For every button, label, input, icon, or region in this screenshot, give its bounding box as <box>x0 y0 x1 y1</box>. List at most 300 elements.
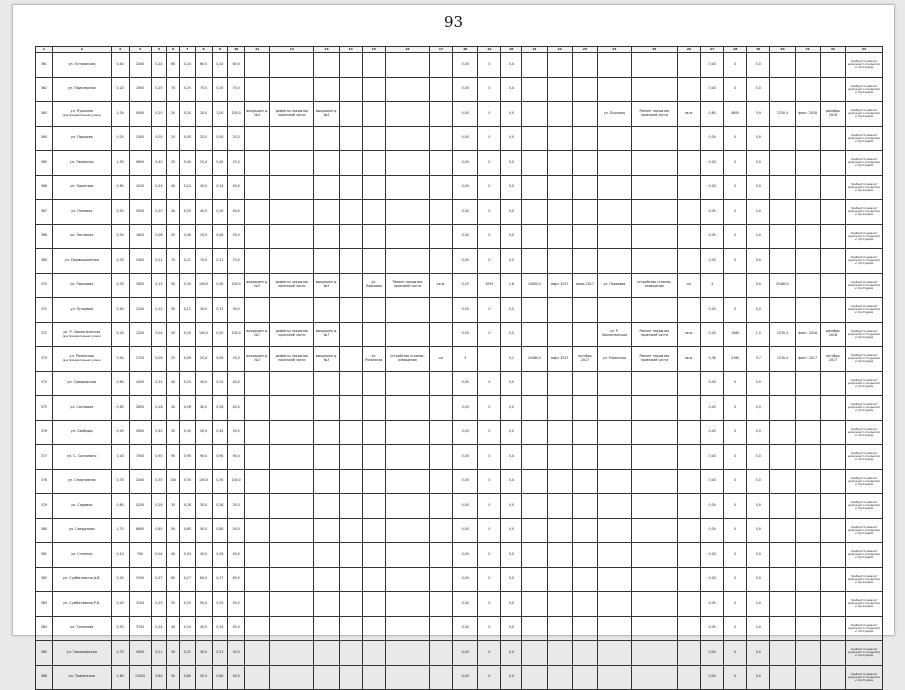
table-cell: 0,25 <box>179 592 195 617</box>
table-cell: 0,0 <box>747 567 770 592</box>
row-number-cell: 383 <box>36 592 53 617</box>
table-cell <box>820 126 845 151</box>
table-cell: 25,0 <box>195 126 212 151</box>
table-cell <box>795 592 820 617</box>
table-cell <box>547 494 572 519</box>
status-note-cell: требуется ремонт дорожного покрытия и тротуаров <box>846 469 883 494</box>
table-cell <box>429 420 452 445</box>
table-cell: 0,21 <box>179 249 195 274</box>
table-cell <box>598 249 632 274</box>
table-cell: 0,09 <box>212 347 228 372</box>
table-cell: 0,0 <box>501 616 522 641</box>
table-cell <box>522 77 547 102</box>
table-cell <box>795 494 820 519</box>
table-cell: ул. Парковая <box>598 273 632 298</box>
table-cell: 0,12 <box>151 298 167 323</box>
table-cell <box>314 396 339 421</box>
table-cell: выкрашен д.№4 <box>245 102 270 127</box>
table-cell <box>820 53 845 78</box>
street-name: ул. Приозерная <box>67 86 96 91</box>
table-cell: Ремонт покрытия проезжей части <box>631 322 677 347</box>
table-cell <box>572 151 597 176</box>
column-number-cell: 32 <box>820 47 845 53</box>
status-note-cell: требуется ремонт дорожного покрытия и тротуаров <box>846 518 883 543</box>
table-cell: 25 <box>167 347 180 372</box>
street-name: ул. Степная <box>71 551 93 556</box>
table-cell: 7000 <box>129 445 151 470</box>
table-cell: 0,85 <box>212 518 228 543</box>
table-cell: 0,20 <box>212 200 228 225</box>
table-cell: 1,00 <box>212 102 228 127</box>
table-cell <box>631 200 677 225</box>
column-number-cell: 11 <box>245 47 270 53</box>
table-cell: факт. 2017 <box>795 347 820 372</box>
table-cell <box>339 249 362 274</box>
table-cell <box>795 396 820 421</box>
table-cell <box>339 126 362 151</box>
table-cell: 60 <box>167 567 180 592</box>
table-cell <box>522 126 547 151</box>
table-cell: 0 <box>478 77 501 102</box>
table-row <box>36 445 883 470</box>
status-note-cell: требуется ремонт дорожного покрытия и тротуаров <box>846 592 883 617</box>
table-cell <box>820 494 845 519</box>
table-cell <box>385 420 429 445</box>
table-cell: 0,0 <box>501 494 522 519</box>
street-name-cell <box>52 641 111 666</box>
table-cell <box>339 665 362 690</box>
street-name-cell <box>52 469 111 494</box>
table-cell: 50,0 <box>195 518 212 543</box>
table-cell <box>795 77 820 102</box>
table-cell <box>820 151 845 176</box>
table-cell <box>429 175 452 200</box>
table-cell: 0 <box>724 469 747 494</box>
table-cell: 0,21 <box>151 641 167 666</box>
table-cell <box>631 518 677 543</box>
table-cell <box>385 543 429 568</box>
table-cell <box>339 224 362 249</box>
table-cell: 2850 <box>129 273 151 298</box>
table-cell <box>572 249 597 274</box>
table-cell: 0 <box>724 126 747 151</box>
table-cell <box>631 396 677 421</box>
table-cell <box>339 53 362 78</box>
status-note-cell: требуется ремонт дорожного покрытия и тротуаров <box>846 641 883 666</box>
table-cell <box>522 641 547 666</box>
table-cell <box>598 420 632 445</box>
table-cell <box>339 641 362 666</box>
table-cell <box>770 616 795 641</box>
table-cell <box>547 445 572 470</box>
column-number-cell: 5 <box>151 47 167 53</box>
table-cell: дефекты покрытия проезжей части <box>270 273 314 298</box>
table-cell <box>314 371 339 396</box>
table-cell: 0,28 <box>179 494 195 519</box>
street-subtitle: (внутриквартальная улица) <box>62 114 101 118</box>
table-cell: 0,20 <box>212 322 228 347</box>
table-cell: 0,0 <box>747 53 770 78</box>
table-cell <box>677 616 700 641</box>
column-number-cell: 23 <box>572 47 597 53</box>
table-cell <box>820 396 845 421</box>
table-cell: 0 <box>724 616 747 641</box>
table-cell: 0 <box>478 665 501 690</box>
table-cell <box>245 77 270 102</box>
row-number-cell: 372 <box>36 322 53 347</box>
table-cell: 0,00 <box>701 224 724 249</box>
table-cell <box>385 616 429 641</box>
table-cell: 3100 <box>129 592 151 617</box>
table-cell <box>572 126 597 151</box>
table-cell: 0,00 <box>453 102 478 127</box>
table-cell: 0 <box>724 518 747 543</box>
table-cell <box>631 77 677 102</box>
table-cell <box>270 592 314 617</box>
table-row <box>36 126 883 151</box>
table-cell: 0,20 <box>151 200 167 225</box>
table-cell <box>677 469 700 494</box>
table-cell <box>677 77 700 102</box>
table-row <box>36 175 883 200</box>
table-cell <box>522 420 547 445</box>
table-cell: выкрашен д.№4 <box>314 102 339 127</box>
street-name: ул. Пирогова <box>70 184 94 189</box>
table-cell <box>631 616 677 641</box>
table-row <box>36 200 883 225</box>
table-cell: 25 <box>167 126 180 151</box>
column-number-cell: 26 <box>677 47 700 53</box>
table-cell: 0 <box>478 567 501 592</box>
table-cell <box>522 102 547 127</box>
table-cell <box>572 420 597 445</box>
street-name: ул. Свердлова <box>68 527 95 532</box>
table-cell <box>314 126 339 151</box>
table-cell <box>820 592 845 617</box>
table-cell: 0,00 <box>701 641 724 666</box>
table-cell <box>245 126 270 151</box>
table-cell <box>385 518 429 543</box>
table-cell: 45,0 <box>228 616 245 641</box>
table-cell <box>362 518 385 543</box>
table-cell: 0,60 <box>111 371 129 396</box>
table-cell <box>547 53 572 78</box>
table-cell: 0,0 <box>501 420 522 445</box>
table-cell: 0,15 <box>151 273 167 298</box>
table-cell: 1093 <box>478 273 501 298</box>
street-name-cell <box>52 420 111 445</box>
street-name: ул. Томашевская <box>66 649 97 654</box>
table-cell <box>245 641 270 666</box>
table-cell <box>362 126 385 151</box>
table-cell <box>522 567 547 592</box>
table-cell <box>362 665 385 690</box>
table-cell: 0,21 <box>212 641 228 666</box>
table-cell <box>339 102 362 127</box>
table-cell: 0,0 <box>501 641 522 666</box>
table-cell: 25480,0 <box>770 273 795 298</box>
table-cell: 3700 <box>129 616 151 641</box>
table-cell: 20 <box>167 102 180 127</box>
table-row <box>36 641 883 666</box>
status-note-cell: требуется ремонт дорожного покрытия и тротуаров <box>846 665 883 690</box>
table-cell: 0,06 <box>179 224 195 249</box>
table-cell <box>677 494 700 519</box>
column-number-cell: 8 <box>195 47 212 53</box>
table-cell: 0,30 <box>179 273 195 298</box>
table-cell: ул. Р. Зоологическая <box>598 322 632 347</box>
table-cell: 25,0 <box>195 151 212 176</box>
table-cell: 0,00 <box>701 616 724 641</box>
table-cell: 40 <box>167 396 180 421</box>
table-cell <box>547 665 572 690</box>
table-cell: 40 <box>167 371 180 396</box>
table-cell: выкрашен д.№3 <box>314 273 339 298</box>
table-cell <box>245 445 270 470</box>
column-number-cell: 6 <box>167 47 180 53</box>
table-cell: 0,00 <box>453 567 478 592</box>
table-cell <box>770 543 795 568</box>
column-number-cell: 33 <box>846 47 883 53</box>
table-cell <box>631 53 677 78</box>
table-cell: 0,00 <box>453 641 478 666</box>
table-cell: 0,00 <box>701 371 724 396</box>
table-cell <box>820 175 845 200</box>
table-cell: 25,0 <box>228 151 245 176</box>
table-cell: 60 <box>167 53 180 78</box>
table-cell <box>631 151 677 176</box>
table-cell: шт <box>429 347 452 372</box>
table-cell <box>270 494 314 519</box>
table-cell <box>631 592 677 617</box>
table-cell <box>522 616 547 641</box>
table-cell: 0,04 <box>179 543 195 568</box>
street-name-cell <box>52 77 111 102</box>
column-number-cell: 27 <box>701 47 724 53</box>
table-cell <box>770 224 795 249</box>
table-cell: 60,0 <box>228 567 245 592</box>
row-number-cell: 373 <box>36 347 53 372</box>
column-number-cell: 16 <box>385 47 429 53</box>
table-cell <box>314 249 339 274</box>
street-name: ул. Тополева <box>70 625 94 630</box>
table-cell: 0,00 <box>453 200 478 225</box>
table-cell: 0,00 <box>701 494 724 519</box>
table-cell <box>770 200 795 225</box>
table-cell: 50,0 <box>228 420 245 445</box>
table-cell: 0,0 <box>747 200 770 225</box>
table-cell: 0,60 <box>111 175 129 200</box>
table-cell: 0,0 <box>747 616 770 641</box>
table-cell <box>245 371 270 396</box>
table-cell <box>770 567 795 592</box>
table-cell: 100,0 <box>195 469 212 494</box>
table-cell <box>547 469 572 494</box>
table-cell <box>270 151 314 176</box>
table-cell <box>770 494 795 519</box>
table-cell: 55 <box>167 592 180 617</box>
table-cell: 0,00 <box>701 175 724 200</box>
table-cell <box>598 298 632 323</box>
table-cell <box>270 641 314 666</box>
street-name-cell <box>52 665 111 690</box>
table-cell <box>245 420 270 445</box>
column-number-cell: 7 <box>179 47 195 53</box>
table-cell <box>547 175 572 200</box>
table-cell: 55,0 <box>228 592 245 617</box>
page-number: 93 <box>443 13 464 31</box>
table-cell <box>795 469 820 494</box>
table-row <box>36 396 883 421</box>
table-cell <box>314 53 339 78</box>
table-cell: 0,30 <box>111 224 129 249</box>
table-cell <box>339 273 362 298</box>
table-cell: 2400 <box>129 126 151 151</box>
street-name-cell <box>52 224 111 249</box>
table-cell <box>631 298 677 323</box>
table-cell <box>631 567 677 592</box>
street-name-cell <box>52 102 111 127</box>
table-cell <box>314 151 339 176</box>
table-cell <box>572 641 597 666</box>
table-cell: 0,24 <box>151 616 167 641</box>
table-cell: 0 <box>478 445 501 470</box>
table-cell: 0 <box>478 224 501 249</box>
table-cell <box>522 494 547 519</box>
table-cell: 40,0 <box>195 371 212 396</box>
table-cell: 0 <box>478 102 501 127</box>
table-cell: 0,90 <box>179 445 195 470</box>
table-cell <box>598 592 632 617</box>
table-cell: 0,20 <box>179 322 195 347</box>
table-cell: дефекты покрытия проезжей части <box>270 322 314 347</box>
table-cell: 0,0 <box>747 371 770 396</box>
table-cell: 0,40 <box>151 151 167 176</box>
table-cell: 0,45 <box>179 420 195 445</box>
table-row <box>36 249 883 274</box>
table-cell: 4200 <box>129 494 151 519</box>
table-cell: 100,0 <box>228 273 245 298</box>
street-subtitle: (внутриквартальная улица) <box>62 359 101 363</box>
table-cell: 0,80 <box>179 665 195 690</box>
table-cell: 0 <box>478 126 501 151</box>
table-cell: 50 <box>167 665 180 690</box>
table-cell <box>385 77 429 102</box>
street-name: ул. Тюменская <box>68 674 95 679</box>
table-cell: 0,00 <box>453 469 478 494</box>
table-row <box>36 518 883 543</box>
table-cell <box>572 494 597 519</box>
table-cell <box>795 200 820 225</box>
table-cell: выкрашен д.№7 <box>245 322 270 347</box>
table-cell: 0,00 <box>453 224 478 249</box>
column-number-cell: 20 <box>501 47 522 53</box>
table-row <box>36 567 883 592</box>
table-cell: 90,0 <box>228 445 245 470</box>
table-cell <box>270 298 314 323</box>
table-cell: 50 <box>167 273 180 298</box>
table-cell <box>677 200 700 225</box>
table-cell: 0,00 <box>453 126 478 151</box>
table-cell: 0,0 <box>747 494 770 519</box>
table-cell: 3100 <box>129 567 151 592</box>
table-cell: июнь 2017 <box>572 273 597 298</box>
table-cell <box>270 518 314 543</box>
table-cell <box>770 53 795 78</box>
table-cell: 0,24 <box>212 616 228 641</box>
table-cell: 0,20 <box>111 126 129 151</box>
table-cell <box>385 224 429 249</box>
table-cell <box>314 616 339 641</box>
table-cell: 0,00 <box>453 616 478 641</box>
table-cell <box>362 543 385 568</box>
table-cell <box>385 469 429 494</box>
table-cell: факт. 2018 <box>795 322 820 347</box>
row-number-cell: 378 <box>36 469 53 494</box>
street-name: ул. Пушкина <box>70 109 93 114</box>
table-cell: 25,0 <box>228 126 245 151</box>
table-cell: 0,26 <box>179 396 195 421</box>
table-cell <box>547 420 572 445</box>
table-cell: 0,05 <box>151 126 167 151</box>
table-cell: 0,09 <box>179 347 195 372</box>
table-cell: дефекты покрытия проезжей части <box>270 347 314 372</box>
table-cell: 0,00 <box>701 396 724 421</box>
table-cell <box>598 200 632 225</box>
column-number-cell: 15 <box>362 47 385 53</box>
table-cell: 0,24 <box>179 53 195 78</box>
table-cell <box>429 371 452 396</box>
street-name-cell <box>52 494 111 519</box>
table-cell <box>572 543 597 568</box>
table-cell: факт. 2018 <box>795 102 820 127</box>
table-cell: 0,45 <box>111 567 129 592</box>
table-cell: 0 <box>478 616 501 641</box>
table-cell: 0,00 <box>453 53 478 78</box>
table-cell <box>631 420 677 445</box>
table-cell: 0,0 <box>501 665 522 690</box>
table-cell: 0 <box>724 298 747 323</box>
table-cell: 0,00 <box>701 420 724 445</box>
table-cell: 0,40 <box>212 151 228 176</box>
table-cell <box>547 371 572 396</box>
table-cell: 1080 <box>724 322 747 347</box>
table-cell: 0 <box>724 249 747 274</box>
table-cell <box>339 175 362 200</box>
status-note-cell: требуется ремонт дорожного покрытия и тротуаров <box>846 151 883 176</box>
table-cell: 40 <box>167 175 180 200</box>
table-cell: 0,90 <box>212 445 228 470</box>
table-cell: 40,0 <box>228 371 245 396</box>
table-cell <box>547 518 572 543</box>
table-cell: 0,00 <box>701 518 724 543</box>
table-cell <box>245 249 270 274</box>
table-cell <box>677 641 700 666</box>
table-cell: 70,0 <box>195 249 212 274</box>
table-cell: 0,00 <box>701 126 724 151</box>
table-cell <box>522 298 547 323</box>
street-name-cell <box>52 175 111 200</box>
table-cell: 0 <box>724 53 747 78</box>
table-cell: 0,30 <box>111 273 129 298</box>
table-cell: 0,25 <box>151 592 167 617</box>
table-cell: 0,0 <box>501 126 522 151</box>
road-condition-table <box>35 46 883 690</box>
table-cell: 0,0 <box>501 543 522 568</box>
table-cell <box>314 175 339 200</box>
table-cell <box>245 151 270 176</box>
table-cell <box>631 665 677 690</box>
